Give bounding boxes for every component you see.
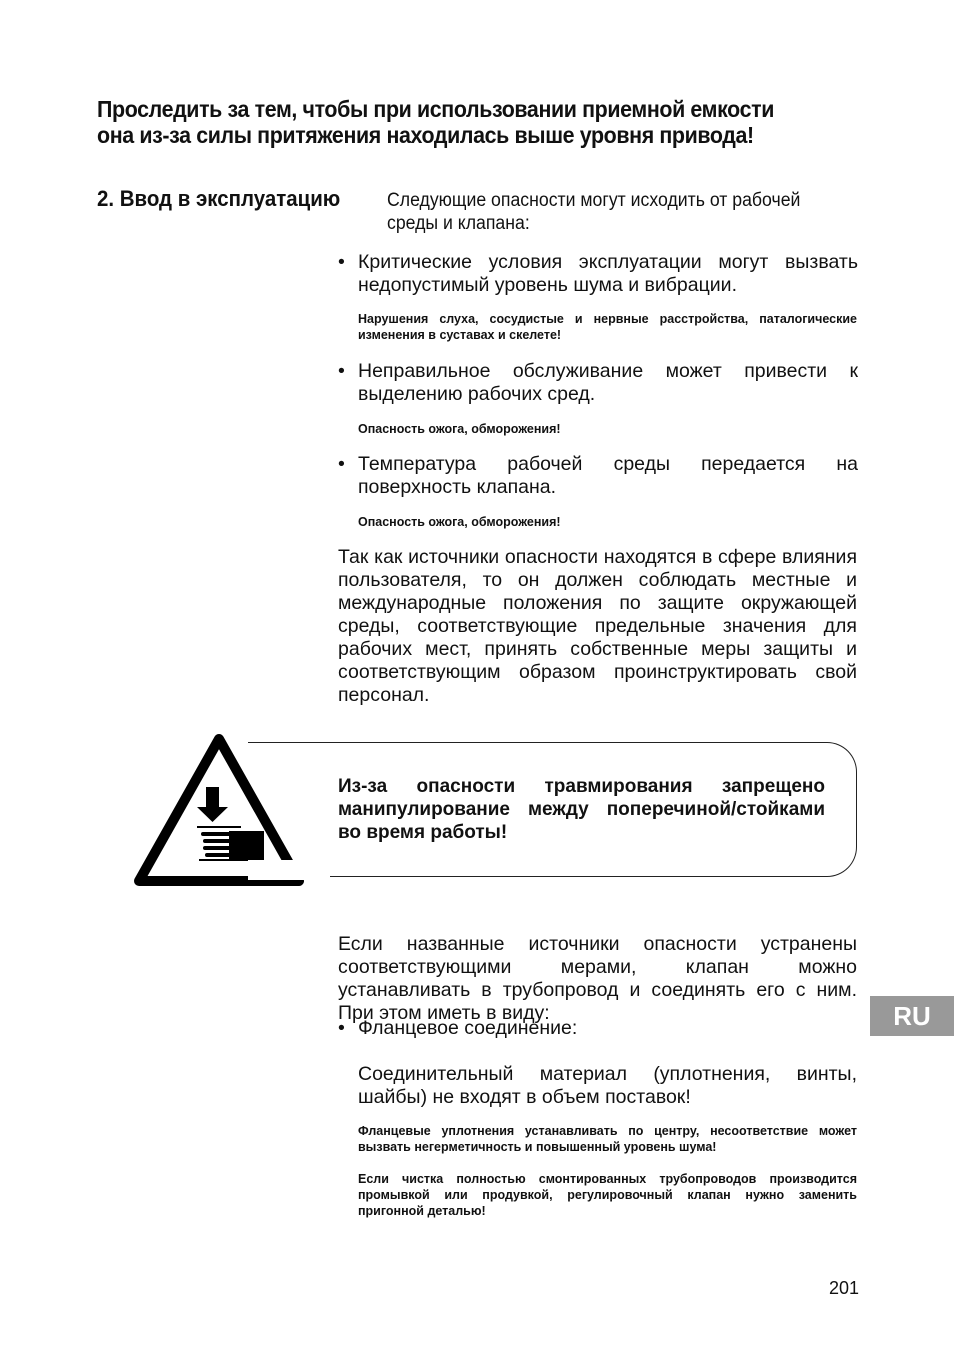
section-intro: Следующие опасности могут исходить от рабочей среды и клапана:: [387, 190, 801, 234]
hazard-note-2: Опасность ожога, обморожения!: [358, 422, 561, 436]
install-paragraph: Если названные источники опасности устранены соответствующими мерами, клапан можно устанавливать в трубопровод и соединять его с ним. При этом иметь в виду:: [338, 933, 857, 1024]
flange-text: Соединительный материал (уплотнения, винты, шайбы) не входят в объем поставок!: [358, 1063, 857, 1108]
hazard-text: • Неправильное обслуживание может привести к выделению рабочих сред.: [338, 360, 858, 406]
hazard-note-1: Нарушения слуха, сосудистые и нервные расстройства, паталогические изменения в суставах и скелете!: [358, 312, 857, 342]
page-number: 201: [829, 1278, 860, 1298]
flange-item: [338, 1017, 858, 1040]
flange-note-2: Если чистка полностью смонтированных трубопроводов производится промывкой или продувкой, регулировочный клапан нужно заменить пригонной деталью!: [358, 1172, 857, 1218]
language-tab: RU: [870, 996, 954, 1036]
warning-heading: Проследить за тем, чтобы при использовании приемной емкости она из-за силы притяжения находилась выше уровня привода!: [97, 96, 774, 148]
hazard-item-3: [338, 453, 858, 499]
hazard-note-3: Опасность ожога, обморожения!: [358, 515, 561, 529]
section-title: 2. Ввод в эксплуатацию: [97, 186, 341, 211]
warning-box-text: Из-за опасности травмирования запрещено манипулирование между поперечиной/стойками во время работы!: [338, 776, 825, 843]
hazard-text: • Температура рабочей среды передается на поверхность клапана.: [338, 453, 858, 499]
user-paragraph: Так как источники опасности находятся в сфере влияния пользователя, то он должен соблюдать местные и международные положения по защите окружающей среды, соответствующие предельные значения для рабочих мест, принять собственные меры защиты и соответствующим образом проинструктировать свой персонал.: [338, 546, 857, 706]
flange-bullet: • Фланцевое соединение:: [338, 1017, 858, 1040]
hazard-item-2: [338, 360, 858, 406]
hazard-text: • Критические условия эксплуатации могут вызвать недопустимый уровень шума и вибрации.: [338, 251, 858, 297]
flange-note-1: Фланцевые уплотнения устанавливать по центру, несоответствие может вызвать негерметичность и повышенный уровень шума!: [358, 1124, 857, 1154]
hazard-item-1: [338, 251, 858, 297]
